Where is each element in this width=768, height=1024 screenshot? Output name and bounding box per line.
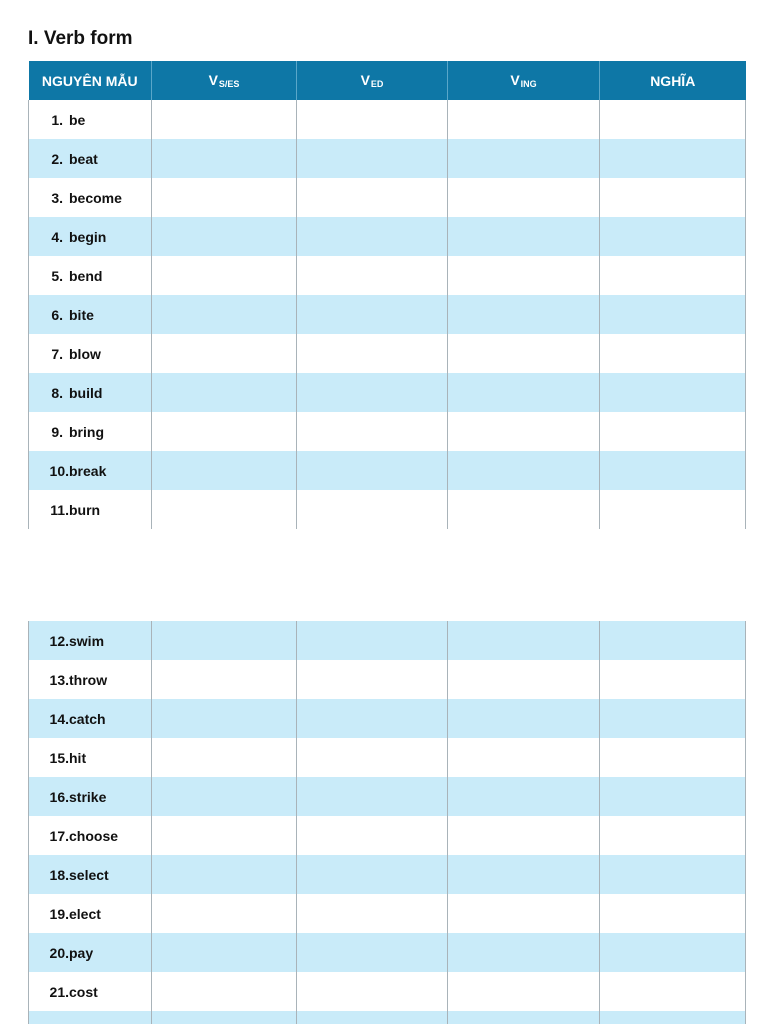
v-ing-cell[interactable] (448, 490, 600, 529)
verb-table-part-1 (28, 61, 746, 529)
table-row (29, 816, 746, 855)
meaning-cell[interactable] (600, 855, 746, 894)
verb-word: select (69, 866, 109, 883)
row-number: 2. (51, 150, 63, 167)
verb-word: choose (69, 827, 119, 844)
base-form-cell (29, 1011, 152, 1024)
page-title: I. Verb form (28, 28, 133, 49)
table-row (29, 933, 746, 972)
base-form-cell (29, 894, 152, 933)
v-ed-cell[interactable] (297, 334, 448, 373)
base-form-cell (29, 100, 152, 139)
v-ing-cell[interactable] (448, 412, 600, 451)
verb-word: catch (69, 710, 106, 727)
verb-word: elect (69, 905, 101, 922)
verb-word: hit (69, 749, 87, 766)
header-v-ed (297, 61, 448, 100)
base-form-cell (29, 295, 152, 334)
table-row (29, 334, 746, 373)
verb-word: cost (69, 983, 98, 1000)
row-number: 1. (51, 111, 63, 128)
v-ed-cell[interactable] (297, 295, 448, 334)
v-s-es-cell[interactable] (152, 100, 297, 139)
header-v-ing (448, 61, 600, 100)
row-number: 7. (51, 345, 63, 362)
v-ing-cell[interactable] (448, 816, 600, 855)
verb-word: beat (69, 150, 98, 167)
header-v-s-es (152, 61, 297, 100)
header-v-label: V (208, 72, 218, 88)
v-s-es-cell[interactable] (152, 894, 297, 933)
v-ed-cell[interactable] (297, 699, 448, 738)
row-number: 15. (49, 749, 69, 766)
v-ed-cell[interactable] (297, 490, 448, 529)
v-s-es-cell[interactable] (152, 660, 297, 699)
meaning-cell[interactable] (600, 100, 746, 139)
table-row (29, 295, 746, 334)
table-row (29, 738, 746, 777)
verb-word: burn (69, 501, 101, 518)
meaning-cell[interactable] (600, 139, 746, 178)
verb-word: bite (69, 306, 94, 323)
base-form-cell (29, 621, 152, 660)
table-row (29, 373, 746, 412)
v-s-es-cell[interactable] (152, 451, 297, 490)
table-row (29, 660, 746, 699)
v-s-es-cell[interactable] (152, 139, 297, 178)
meaning-cell[interactable] (600, 256, 746, 295)
row-number: 17. (49, 827, 69, 844)
row-number: 5. (51, 267, 63, 284)
base-form-cell (29, 256, 152, 295)
verb-word: become (69, 189, 122, 206)
verb-table-body-2 (29, 621, 746, 1024)
base-form-cell (29, 660, 152, 699)
v-ing-cell[interactable] (448, 100, 600, 139)
base-form-cell (29, 816, 152, 855)
v-ing-cell[interactable] (448, 738, 600, 777)
row-number: 3. (51, 189, 63, 206)
meaning-cell[interactable] (600, 490, 746, 529)
verb-word: build (69, 384, 103, 401)
verb-word: swim (69, 632, 105, 649)
table-row (29, 139, 746, 178)
v-s-es-cell[interactable] (152, 816, 297, 855)
v-ing-cell[interactable] (448, 256, 600, 295)
v-ed-cell[interactable] (297, 972, 448, 1011)
v-ed-cell[interactable] (297, 621, 448, 660)
row-number: 18. (49, 866, 69, 883)
row-number: 8. (51, 384, 63, 401)
base-form-cell (29, 178, 152, 217)
row-number: 13. (49, 671, 69, 688)
header-v-label: V (360, 72, 370, 88)
header-v-label: V (510, 72, 520, 88)
table-row (29, 777, 746, 816)
meaning-cell[interactable] (600, 621, 746, 660)
meaning-cell[interactable] (600, 816, 746, 855)
verb-word: blow (69, 345, 101, 362)
meaning-cell[interactable] (600, 1011, 746, 1024)
base-form-cell (29, 139, 152, 178)
v-ing-cell[interactable] (448, 894, 600, 933)
v-ed-cell[interactable] (297, 451, 448, 490)
v-ing-cell[interactable] (448, 972, 600, 1011)
header-v-ed-sub: ED (370, 79, 384, 89)
verb-word: pay (69, 944, 94, 961)
row-number: 10. (49, 462, 69, 479)
v-ing-cell[interactable] (448, 855, 600, 894)
base-form-cell (29, 490, 152, 529)
v-s-es-cell[interactable] (152, 256, 297, 295)
v-ing-cell[interactable] (448, 451, 600, 490)
meaning-cell[interactable] (600, 894, 746, 933)
meaning-cell[interactable] (600, 699, 746, 738)
table-row (29, 100, 746, 139)
v-s-es-cell[interactable] (152, 738, 297, 777)
meaning-cell[interactable] (600, 178, 746, 217)
v-ed-cell[interactable] (297, 816, 448, 855)
table-row (29, 894, 746, 933)
row-number: 20. (49, 944, 69, 961)
v-ing-cell[interactable] (448, 621, 600, 660)
table-row (29, 256, 746, 295)
v-ing-cell[interactable] (448, 660, 600, 699)
v-s-es-cell[interactable] (152, 933, 297, 972)
base-form-cell (29, 373, 152, 412)
base-form-cell (29, 855, 152, 894)
v-s-es-cell[interactable] (152, 621, 297, 660)
verb-word: bend (69, 267, 103, 284)
meaning-cell[interactable] (600, 412, 746, 451)
row-number: 16. (49, 788, 69, 805)
v-ing-cell[interactable] (448, 777, 600, 816)
v-ing-cell[interactable] (448, 1011, 600, 1024)
v-ed-cell[interactable] (297, 855, 448, 894)
verb-word: throw (69, 671, 108, 688)
base-form-cell (29, 217, 152, 256)
v-ed-cell[interactable] (297, 738, 448, 777)
v-s-es-cell[interactable] (152, 972, 297, 1011)
table-row (29, 621, 746, 660)
v-s-es-cell[interactable] (152, 1011, 297, 1024)
v-ed-cell[interactable] (297, 777, 448, 816)
v-ing-cell[interactable] (448, 295, 600, 334)
v-s-es-cell[interactable] (152, 373, 297, 412)
verb-table-body-1 (29, 100, 746, 529)
v-ed-cell[interactable] (297, 256, 448, 295)
base-form-cell (29, 412, 152, 451)
meaning-cell[interactable] (600, 933, 746, 972)
meaning-cell[interactable] (600, 660, 746, 699)
row-number: 6. (51, 306, 63, 323)
v-s-es-cell[interactable] (152, 295, 297, 334)
v-ed-cell[interactable] (297, 178, 448, 217)
meaning-cell[interactable] (600, 972, 746, 1011)
row-number: 19. (49, 905, 69, 922)
header-v-s-es-sub: S/ES (218, 79, 240, 89)
v-s-es-cell[interactable] (152, 412, 297, 451)
verb-word: be (69, 111, 86, 128)
v-ed-cell[interactable] (297, 139, 448, 178)
table-row (29, 412, 746, 451)
meaning-cell[interactable] (600, 777, 746, 816)
base-form-cell (29, 972, 152, 1011)
v-s-es-cell[interactable] (152, 217, 297, 256)
base-form-cell (29, 933, 152, 972)
base-form-cell (29, 334, 152, 373)
v-ing-cell[interactable] (448, 334, 600, 373)
table-row (29, 178, 746, 217)
header-v-ing-sub: ING (520, 79, 537, 89)
v-ed-cell[interactable] (297, 894, 448, 933)
meaning-cell[interactable] (600, 334, 746, 373)
base-form-cell (29, 699, 152, 738)
v-ed-cell[interactable] (297, 660, 448, 699)
meaning-cell[interactable] (600, 451, 746, 490)
verb-word: break (69, 462, 107, 479)
row-number: 12. (49, 632, 69, 649)
table-row (29, 217, 746, 256)
row-number: 11. (50, 501, 69, 518)
v-ed-cell[interactable] (297, 1011, 448, 1024)
verb-word: bring (69, 423, 104, 440)
v-ing-cell[interactable] (448, 699, 600, 738)
v-s-es-cell[interactable] (152, 490, 297, 529)
meaning-cell[interactable] (600, 738, 746, 777)
table-row (29, 855, 746, 894)
v-ing-cell[interactable] (448, 178, 600, 217)
table-row (29, 490, 746, 529)
v-ed-cell[interactable] (297, 100, 448, 139)
base-form-cell (29, 451, 152, 490)
v-ed-cell[interactable] (297, 412, 448, 451)
verb-word: begin (69, 228, 107, 245)
v-s-es-cell[interactable] (152, 699, 297, 738)
verb-table-part-2 (28, 621, 746, 1024)
verb-word: strike (69, 788, 107, 805)
v-s-es-cell[interactable] (152, 777, 297, 816)
meaning-cell[interactable] (600, 373, 746, 412)
v-ed-cell[interactable] (297, 217, 448, 256)
row-number: 9. (51, 423, 63, 440)
v-ing-cell[interactable] (448, 217, 600, 256)
table-row (29, 1011, 746, 1024)
v-s-es-cell[interactable] (152, 334, 297, 373)
header-base-form: NGUYÊN MẪU (29, 61, 152, 100)
v-ing-cell[interactable] (448, 933, 600, 972)
table-row (29, 451, 746, 490)
v-ed-cell[interactable] (297, 933, 448, 972)
base-form-cell (29, 777, 152, 816)
base-form-cell (29, 738, 152, 777)
v-ing-cell[interactable] (448, 139, 600, 178)
meaning-cell[interactable] (600, 295, 746, 334)
v-ed-cell[interactable] (297, 373, 448, 412)
row-number: 14. (49, 710, 69, 727)
table-row (29, 972, 746, 1011)
table-header-row (29, 61, 746, 100)
header-meaning: NGHĨA (600, 61, 746, 100)
table-row (29, 699, 746, 738)
row-number: 21. (49, 983, 69, 1000)
v-s-es-cell[interactable] (152, 178, 297, 217)
v-s-es-cell[interactable] (152, 855, 297, 894)
v-ing-cell[interactable] (448, 373, 600, 412)
row-number: 4. (51, 228, 63, 245)
meaning-cell[interactable] (600, 217, 746, 256)
